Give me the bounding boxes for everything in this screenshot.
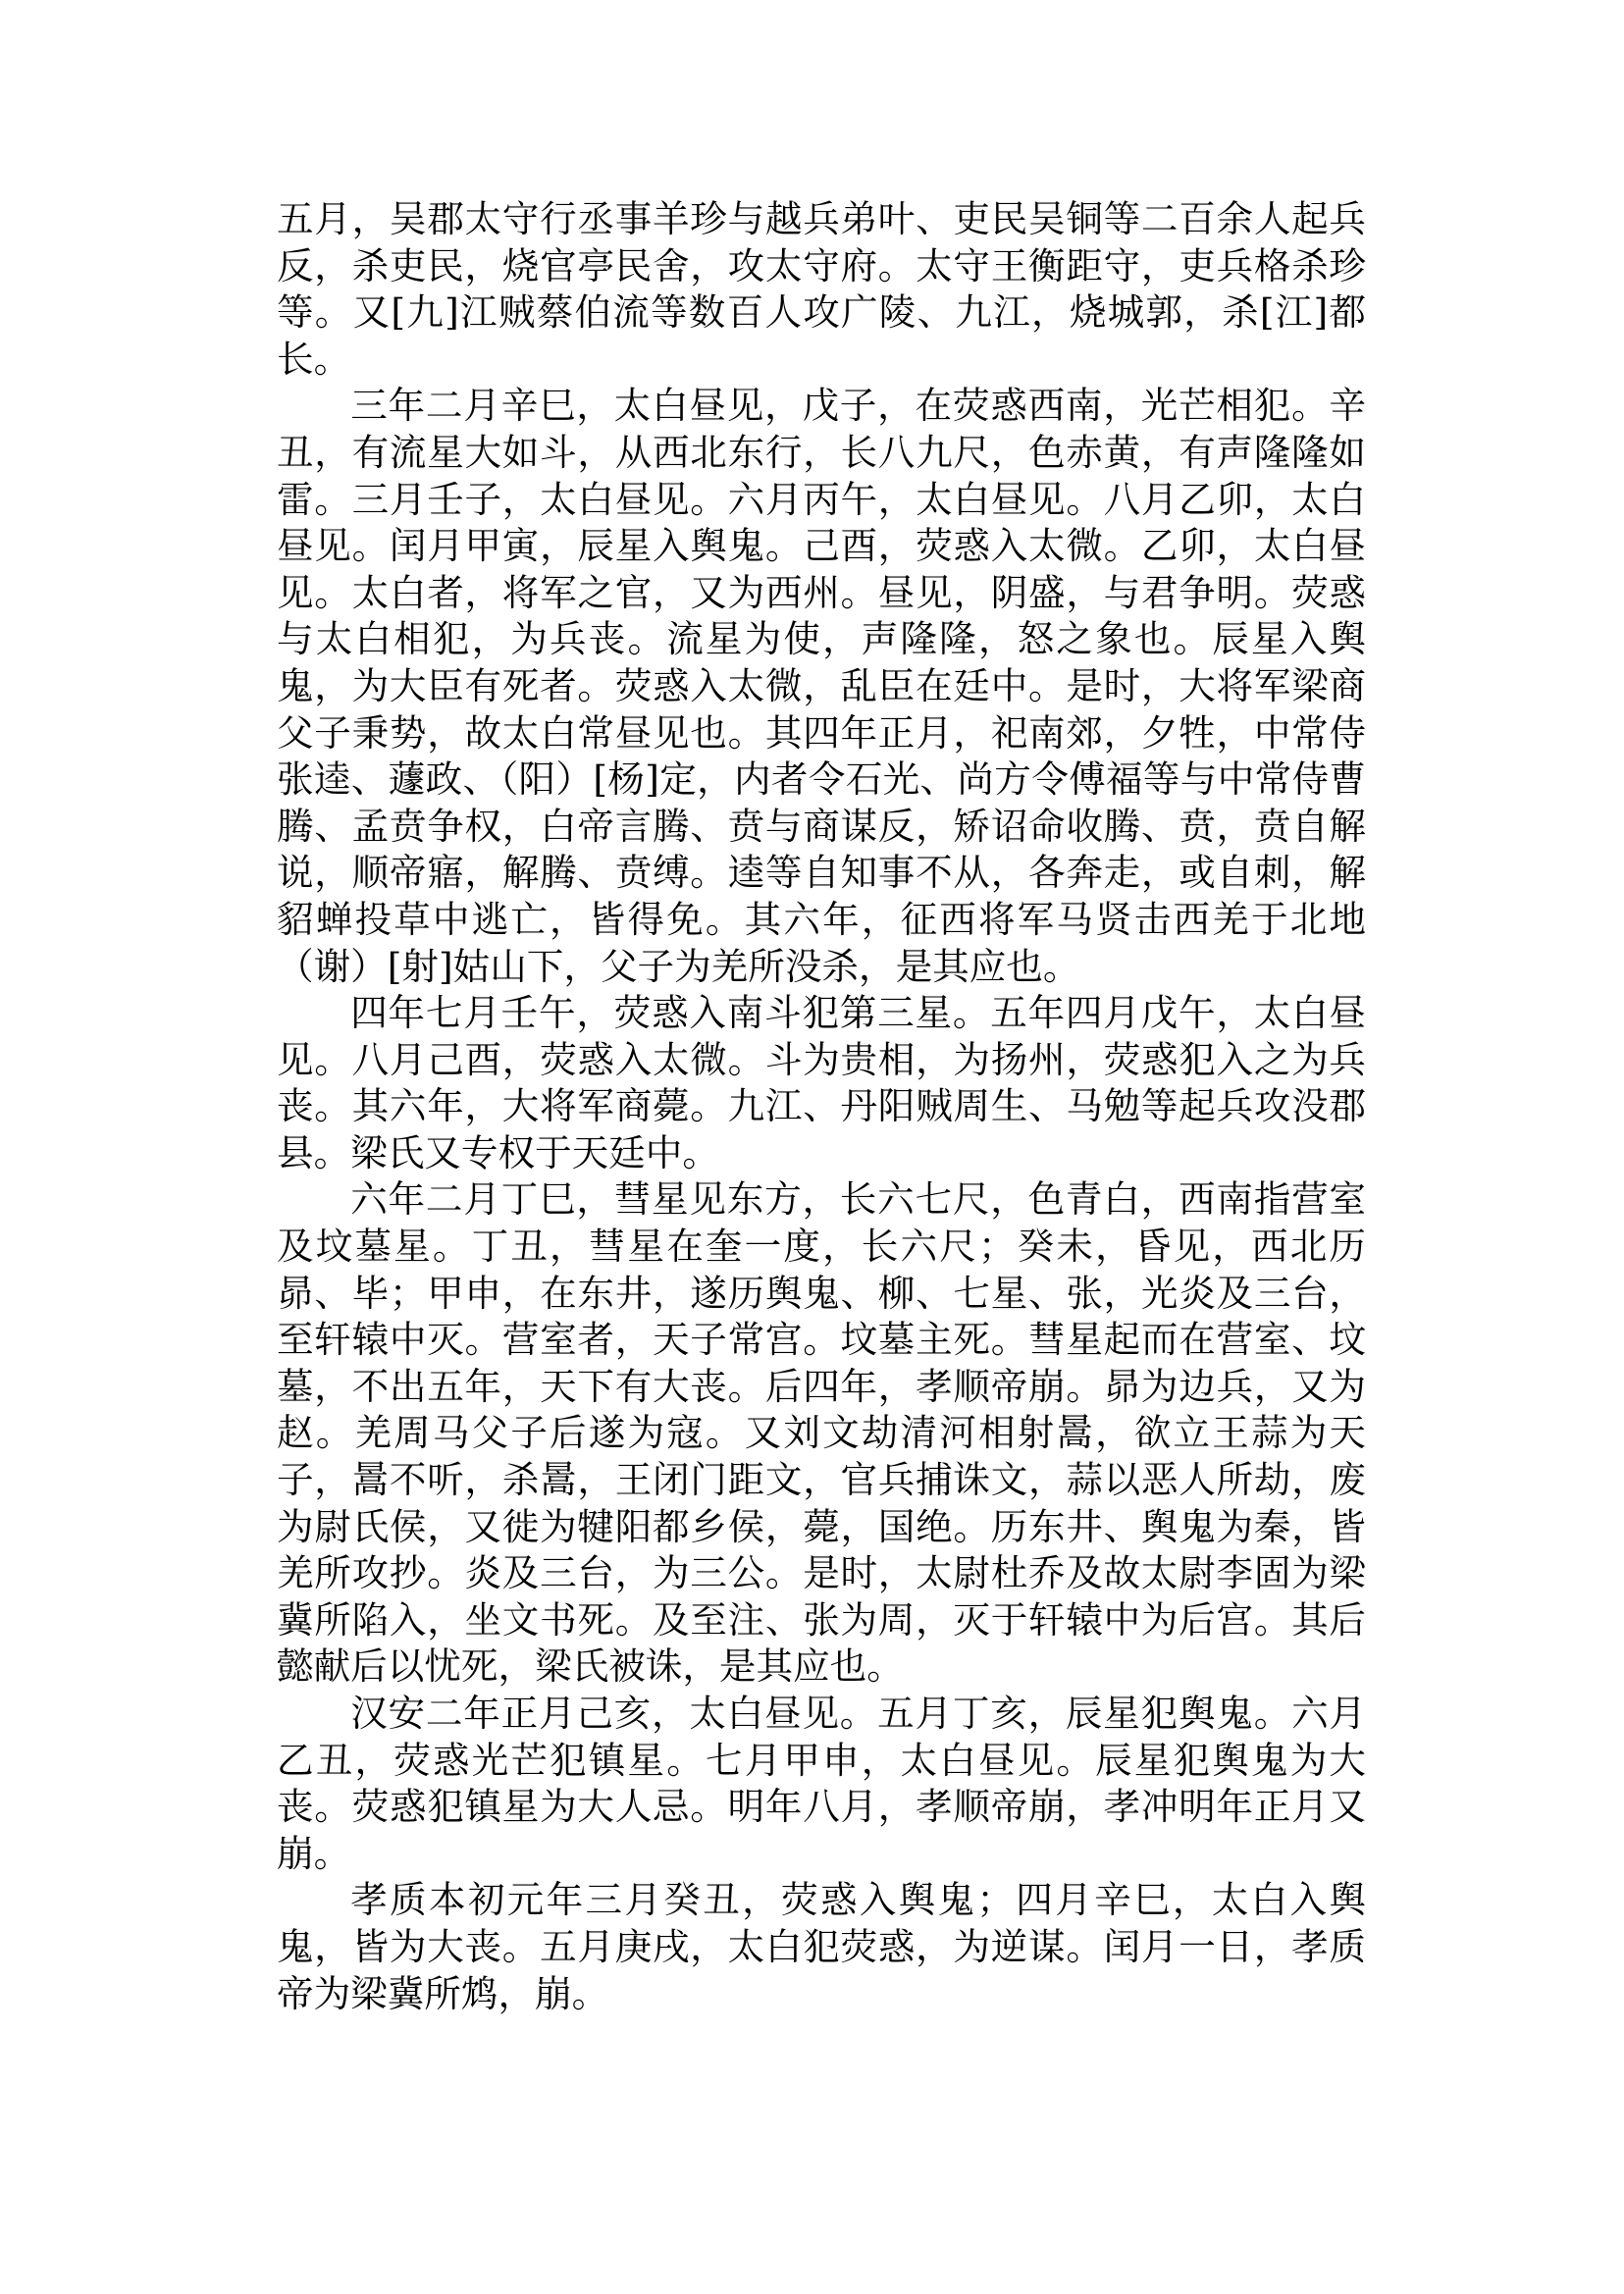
- paragraph-4: 六年二月丁巳，彗星见东方，长六七尺，色青白，西南指营室及坟墓星。丁丑，彗星在奎一度，长六尺；癸未，昏见，西北历昴、毕；甲申，在东井，遂历舆鬼、柳、七星、张，光炎及三台，至轩辕中灭。营室者，天子常宫。坟墓主死。彗星起而在营室、坟墓，不出五年，天下有大丧。后四年，孝顺帝崩。昴为边兵，又为赵。羌周马父子后遂为寇。又刘文劫清河相射暠，欲立王蒜为天子，暠不听，杀暠，王闭门距文，官兵捕诛文，蒜以恶人所劫，废为尉氏侯，又徙为犍阳都乡侯，薨，国绝。历东井、舆鬼为秦，皆羌所攻抄。炎及三台，为三公。是时，太尉杜乔及故太尉李固为梁冀所陷入，坐文书死。及至注、张为周，灭于轩辕中为后宫。其后懿献后以忧死，梁氏被诛，是其应也。: [277, 1177, 1366, 1689]
- paragraph-5: 汉安二年正月己亥，太白昼见。五月丁亥，辰星犯舆鬼。六月乙丑，荧惑光芒犯镇星。七月甲申，太白昼见。辰星犯舆鬼为大丧。荧惑犯镇星为大人忌。明年八月，孝顺帝崩，孝冲明年正月又崩。: [277, 1692, 1366, 1875]
- paragraph-1: 五月，吴郡太守行丞事羊珍与越兵弟叶、吏民吴铜等二百余人起兵反，杀吏民，烧官亭民舍，攻太守府。太守王衡距守，吏兵格杀珍等。又[九]江贼蔡伯流等数百人攻广陵、九江，烧城郭，杀[江]都长。: [277, 197, 1366, 381]
- paragraph-3: 四年七月壬午，荧惑入南斗犯第三星。五年四月戊午，太白昼见。八月己酉，荧惑入太微。斗为贵相，为扬州，荧惑犯入之为兵丧。其六年，大将军商薨。九江、丹阳贼周生、马勉等起兵攻没郡县。梁氏又专权于天廷中。: [277, 991, 1366, 1174]
- document-body: [277, 196, 1366, 2017]
- paragraph-6: 孝质本初元年三月癸丑，荧惑入舆鬼；四月辛巳，太白入舆鬼，皆为大丧。五月庚戌，太白犯荧惑，为逆谋。闰月一日，孝质帝为梁冀所鸩，崩。: [277, 1878, 1366, 2015]
- paragraph-2: 三年二月辛巳，太白昼见，戊子，在荧惑西南，光芒相犯。辛丑，有流星大如斗，从西北东行，长八九尺，色赤黄，有声隆隆如雷。三月壬子，太白昼见。六月丙午，太白昼见。八月乙卯，太白昼见。闰月甲寅，辰星入舆鬼。己酉，荧惑入太微。乙卯，太白昼见。太白者，将军之官，又为西州。昼见，阴盛，与君争明。荧惑与太白相犯，为兵丧。流星为使，声隆隆，怒之象也。辰星入舆鬼，为大臣有死者。荧惑入太微，乱臣在廷中。是时，大将军梁商父子秉势，故太白常昼见也。其四年正月，祀南郊，夕牲，中常侍张逵、蘧政、（阳）[杨]定，内者令石光、尚方令傅福等与中常侍曹腾、孟贲争权，白帝言腾、贲与商谋反，矫诏命收腾、贲，贲自解说，顺帝寤，解腾、贲缚。逵等自知事不从，各奔走，或自刺，解貂蝉投草中逃亡，皆得免。其六年，征西将军马贤击西羌于北地（谢）[射]姑山下，父子为羌所没杀，是其应也。: [277, 384, 1366, 988]
